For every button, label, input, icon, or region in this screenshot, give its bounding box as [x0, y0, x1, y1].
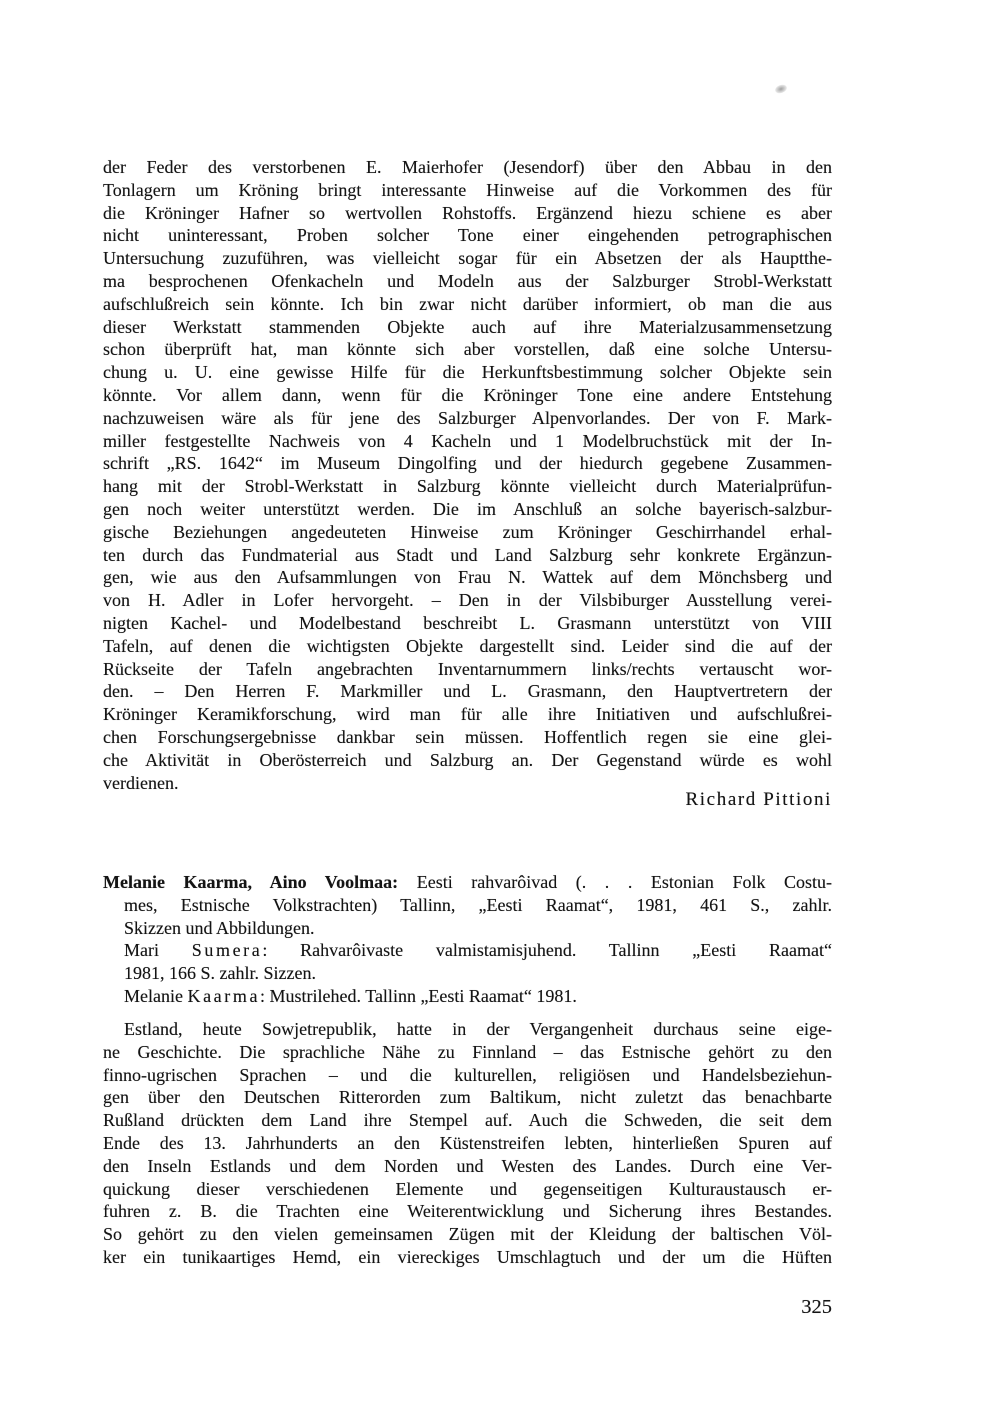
body-paragraph-estland [103, 1018, 832, 1269]
text-line: mes, Estnische Volkstrachten) Tallinn, „Eesti Raamat“, 1981, 461 S., zahlr. [124, 894, 832, 915]
text-line: Rückseite der Tafeln angebrachten Inventarnummern links/rechts vertauscht wor- [103, 658, 832, 679]
text-line: Melanie Kaarma, Aino Voolmaa: Eesti rahvarôivad (. . . Estonian Folk Costu- [103, 872, 833, 892]
text-line: chung u. U. eine gewisse Hilfe für die Herkunftsbestimmung solcher Objekte sein [103, 362, 832, 383]
text-line: ne Geschichte. Die sprachliche Nähe zu Finnland – das Estnische gehört zu den [103, 1041, 832, 1062]
text-line: schon überprüft hat, man könnte sich aber vorstellen, daß eine solche Untersu- [103, 339, 832, 360]
text-line: die Kröninger Hafner so wertvollen Rohstoffs. Ergänzend hiezu schiene es aber [103, 202, 832, 223]
text-line: ma besprochenen Ofenkacheln und Modeln aus der Salzburger Strobl-Werkstatt [103, 270, 832, 291]
text-line: aufschlußreich sein könnte. Ich bin zwar nicht darüber informiert, ob man die aus [103, 293, 832, 314]
text-line: hang mit der Strobl-Werkstatt in Salzburg könnte vielleicht durch Materialprüfun- [103, 476, 832, 497]
scan-artifact [774, 83, 788, 95]
text-line: So gehört zu den vielen gemeinsamen Zügen mit der Kleidung der baltischen Völ- [103, 1224, 832, 1245]
text-line: 1981, 166 S. zahlr. Sizzen. [124, 963, 316, 984]
text-line: gen über den Deutschen Ritterorden zum Baltikum, nicht zuletzt das benachbarte [103, 1087, 832, 1108]
text-line: fuhren z. B. die Trachten eine Weiterentwicklung und Sicherung ihres Bestandes. [103, 1201, 832, 1222]
text-line: Estland, heute Sowjetrepublik, hatte in der Vergangenheit durchaus seine eige- [124, 1019, 832, 1039]
text-line: nigten Kachel- und Modelbestand beschreibt L. Grasmann unterstützt von VIII [103, 612, 832, 633]
text-line: von H. Adler in Lofer hervorgeht. – Den in der Vilsbiburger Ausstellung verei- [103, 590, 832, 611]
text-line: Kröninger Keramikforschung, wird man für alle ihre Initiativen und aufschlußrei- [103, 704, 832, 725]
body-paragraph-kroening [103, 156, 832, 794]
text-line: Untersuchung zuzuführen, was vielleicht sogar für ein Absetzen der als Hauptthe- [103, 248, 832, 269]
text-line: chen Forschungsergebnisse dankbar sein müssen. Hoffentlich regen sie eine glei- [103, 726, 832, 747]
text-line: den. – Den Herren F. Markmiller und L. Grasmann, den Hauptvertretern der [103, 681, 832, 702]
text-line: verdienen. [103, 772, 179, 793]
text-line: ten durch das Fundmaterial aus Stadt und Land Salzburg sehr konkrete Ergänzun- [103, 544, 832, 565]
text-line: könnte. Vor allem dann, wenn für die Kröninger Tone eine andere Entstehung [103, 384, 832, 405]
text-line: Rußland drückten dem Land ihre Stempel auf. Auch die Schweden, die seit dem [103, 1110, 832, 1131]
text-line: Tonlagern um Kröning bringt interessante Hinweise auf die Vorkommen des für [103, 179, 832, 200]
text-line: nicht uninteressant, Proben solcher Tone einer eingehenden petrographischen [103, 225, 832, 246]
text-line: schrift „RS. 1642“ im Museum Dingolfing und der hiedurch gegebene Zusammen- [103, 453, 832, 474]
text-line: den Inseln Estlands und dem Norden und Westen des Landes. Durch eine Ver- [103, 1155, 832, 1176]
bibliography-entry [103, 871, 832, 1008]
text-line: Mari Sumera: Rahvarôivaste valmistamisjuhend. Tallinn „Eesti Raamat“ [124, 940, 832, 961]
text-line: quickung dieser verschiedenen Elemente und gegenseitigen Kulturaustausch er- [103, 1178, 832, 1199]
author-signature: Richard Pittioni [685, 789, 832, 810]
text-line: ker ein tunikaartiges Hemd, ein viereckiges Umschlagtuch und der um die Hüften [103, 1246, 832, 1267]
text-line: gen noch weiter unterstützt werden. Die im Anschluß an solche bayerisch-salzbur- [103, 498, 832, 519]
text-line: finno-ugrischen Sprachen – und die kulturellen, religiösen und Handelsbeziehun- [103, 1064, 832, 1085]
text-line: gen, wie aus den Aufsammlungen von Frau N. Wattek auf dem Mönchsberg und [103, 567, 832, 588]
text-line: dieser Werkstatt stammenden Objekte auch auf ihre Materialzusammensetzung [103, 316, 832, 337]
text-line: Tafeln, auf denen die wichtigsten Objekte dargestellt sind. Leider sind die auf der [103, 635, 832, 656]
text-line: miller festgestellte Nachweis von 4 Kacheln und 1 Modelbruchstück mit der In- [103, 430, 832, 451]
text-line: Skizzen und Abbildungen. [124, 917, 315, 938]
text-line: nachzuweisen wäre als für jene des Salzburger Alpenvorlandes. Der von F. Mark- [103, 407, 832, 428]
text-line: Ende des 13. Jahrhunderts an den Küstenstreifen lebten, hinterließen Spuren auf [103, 1132, 832, 1153]
text-line: der Feder des verstorbenen E. Maierhofer (Jesendorf) über den Abbau in den [103, 157, 832, 177]
text-line: gische Beziehungen angedeuteten Hinweise zum Kröninger Geschirrhandel erhal- [103, 521, 832, 542]
page-number: 325 [801, 1296, 832, 1318]
text-line: che Aktivität in Oberösterreich und Salzburg an. Der Gegenstand würde es wohl [103, 749, 832, 770]
text-line: Melanie Kaarma: Mustrilehed. Tallinn „Eesti Raamat“ 1981. [124, 985, 577, 1006]
